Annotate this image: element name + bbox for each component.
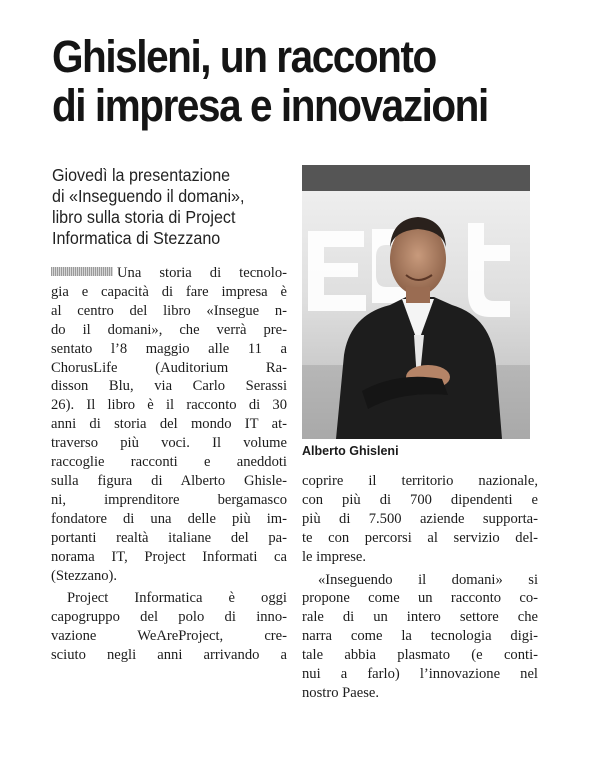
article-column-2 — [302, 472, 538, 703]
text-line: più di 7.500 aziende supporta- — [302, 510, 538, 527]
text-line: le imprese. — [302, 548, 367, 565]
text-line: vazione WeAreProject, cre- — [51, 628, 287, 645]
headline — [52, 32, 538, 130]
text-line: do il domani», che verrà pre- — [51, 321, 287, 338]
text-line: narra come la tecnologia digi- — [302, 628, 538, 645]
text-line: (Stezzano). — [51, 567, 118, 584]
subhead-line: Informatica di Stezzano — [52, 228, 221, 248]
article-column-1 — [51, 264, 287, 665]
text-line: te con percorsi al servizio del- — [302, 529, 538, 546]
text-line: Project Informatica è oggi — [67, 590, 287, 607]
photo-caption: Alberto Ghisleni — [302, 444, 399, 458]
text-line: disson Blu, via Carlo Serassi — [51, 378, 287, 395]
text-line: ChorusLife (Auditorium Ra- — [51, 359, 287, 376]
text-line: sulla figura di Alberto Ghisle- — [51, 472, 287, 489]
subhead-line: Giovedì la presentazione — [52, 165, 231, 185]
text-line: al centro del libro «Insegue n- — [51, 302, 287, 319]
portrait-illustration — [302, 165, 530, 439]
subhead-line: libro sulla storia di Project — [52, 207, 236, 227]
subheadline — [52, 165, 282, 249]
text-line: Una storia di tecnolo- — [51, 264, 287, 283]
subhead-line: di «Inseguendo il domani», — [52, 186, 245, 206]
text-line: traverso più voci. Il volume — [51, 435, 287, 452]
text-line: gia e capacità di fare impresa è — [51, 283, 287, 300]
headline-line: di impresa e innovazioni — [52, 80, 488, 131]
text-line: norama IT, Project Informati ca — [51, 548, 287, 565]
text-line: «Inseguendo il domani» si — [318, 571, 538, 588]
text-line: nostro Paese. — [302, 684, 380, 701]
text-line: coprire il territorio nazionale, — [302, 473, 538, 489]
text-line: nui a farlo) l’innovazione nel — [302, 666, 538, 683]
headline-line: Ghisleni, un racconto — [52, 31, 436, 82]
portrait-photo — [302, 165, 530, 439]
text-line: capogruppo del polo di inno- — [51, 609, 287, 626]
text-line: con più di 700 dipendenti e — [302, 491, 538, 508]
text-line: propone come un racconto co- — [302, 590, 538, 607]
text-line: 26). Il libro è il racconto di 30 — [51, 397, 287, 414]
text-line: sentato l’8 maggio alle 11 a — [51, 340, 287, 357]
text-line: rale di un intero settore che — [302, 609, 538, 626]
section-marker — [51, 267, 113, 276]
text-line: raccoglie racconti e aneddoti — [51, 454, 287, 471]
text-line: fondatore di una delle più im- — [51, 510, 287, 527]
text-line: ni, imprenditore bergamasco — [51, 491, 287, 508]
text-line: sciuto negli anni arrivando a — [51, 647, 287, 664]
text-line: tale abbia plasmato (e conti- — [302, 647, 538, 664]
text-line: anni di storia del mondo IT at- — [51, 416, 287, 433]
text-line: portanti realtà italiane del pa- — [51, 529, 287, 546]
